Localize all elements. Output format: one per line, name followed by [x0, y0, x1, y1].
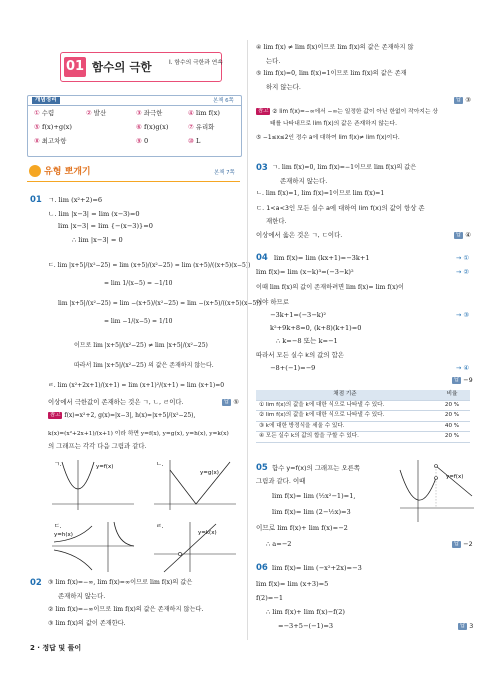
solution-line: 존재하지 않는다.	[58, 592, 106, 600]
solution-line: ∴ a=−2	[266, 540, 292, 548]
concept-item: ① 수렴	[34, 109, 55, 117]
solution-line: 이상에서 옳은 것은 ㄱ, ㄷ이다.	[256, 231, 343, 239]
solution-line: ② lim f(x)=−∞이므로 lim f(x)의 값은 존재하지 않는다.	[48, 606, 204, 613]
chapter-header	[60, 52, 222, 82]
solution-line: ㄱ. lim f(x)=0, lim f(x)=−1이므로 lim f(x)의 값은	[272, 164, 417, 171]
graph-d	[48, 518, 138, 574]
graph-curve-label: y=k(x)	[198, 530, 217, 536]
answer: 답 ④	[456, 231, 471, 239]
solution-line: ③ lim f(x)의 값이 존재한다.	[48, 620, 126, 627]
solution-line: 따라서 lim |x+5|/(x²−25) 의 값은 존재하지 않는다.	[74, 362, 214, 369]
problem-number: 06	[256, 563, 268, 573]
problem-number: 01	[30, 195, 42, 205]
solution-line: f(2)=−1	[256, 594, 284, 602]
answer: 답 ③	[456, 96, 471, 104]
solution-line: ㄷ. lim |x+5|/(x²−25) = lim (x+5)/(x²−25) = lim (x+5)/((x+5)(x−5))	[48, 262, 251, 269]
solution-line: ㄹ. lim (x²+2x+1)/(x+1) = lim (x+1)²/(x+1) = lim (x+1)=0	[48, 382, 225, 389]
graph-curve-label: y=g(x)	[200, 470, 219, 476]
problem-number: 04	[256, 253, 268, 263]
solution-line: 는다.	[266, 57, 281, 65]
table-row: ① lim f(x)의 값을 k에 대한 식으로 나타낼 수 있다. 20 %	[256, 400, 470, 411]
concept-page-ref: 본책 6쪽	[213, 98, 234, 104]
problem-number: 05	[256, 463, 268, 473]
note-line: 참고 f(x)=x²+2, g(x)=|x−3|, h(x)=|x+5|/(x²−25),	[50, 412, 196, 419]
solution-line: −8+(−1)=−9	[270, 364, 316, 372]
concept-item: ⑧ 최고차항	[34, 137, 67, 145]
graph-label: ㄴ.	[156, 461, 164, 468]
solution-line: ④ lim f(x) ≠ lim f(x)이므로 lim f(x)의 값은 존재하지 않	[256, 44, 414, 51]
solution-line: ㄴ. lim |x−3| = lim (x−3)=0	[48, 210, 140, 218]
solution-line: 이므로 lim f(x)+ lim f(x)=−2	[256, 524, 348, 532]
step-marker: → ④	[456, 364, 470, 372]
solution-line: −3k+1=(−3−k)²	[270, 311, 326, 319]
solution-line: 존재하지 않는다.	[280, 177, 328, 185]
graph-label: ㄹ.	[156, 523, 164, 530]
answer: 답 −2	[454, 540, 473, 548]
solution-line: = lim 1/(x−5) = −1/10	[104, 280, 173, 287]
step-marker: → ②	[456, 268, 470, 276]
solution-line: = lim −1/(x−5) = 1/10	[104, 318, 173, 325]
concept-item: ② 발산	[86, 109, 107, 117]
concept-item: ④ lim f(x)	[188, 109, 220, 117]
table-header: 채점 기준	[256, 390, 434, 400]
solution-line: 이상에서 극한값이 존재하는 것은 ㄱ, ㄴ, ㄹ이다.	[48, 398, 184, 406]
note-line: k(x)=(x²+2x+1)/(x+1) 이라 하면 y=f(x), y=g(x), y=h(x), y=k(x)	[48, 431, 229, 437]
answer: 답 −9	[454, 376, 473, 384]
graph-n	[150, 456, 240, 512]
solution-line: lim f(x)= lim (kx+1)=−3k+1	[274, 254, 370, 262]
concept-item: ⑩ L	[188, 137, 201, 145]
graph-05	[396, 456, 476, 526]
tip-line: 태를 나타내므로 lim f(x)의 값은 존재하지 않는다.	[270, 121, 397, 127]
solution-line: ∴ k=−8 또는 k=−1	[276, 337, 338, 345]
solution-line: ③ lim f(x)=−∞, lim f(x)=∞이므로 lim f(x)의 값은	[48, 579, 193, 586]
solution-line: lim |x+5|/(x²−25) = lim −(x+5)/(x²−25) = lim −(x+5)/((x+5)(x−5))	[58, 300, 261, 307]
graph-r	[150, 518, 240, 574]
concept-title: 개념정리	[32, 97, 60, 104]
solution-line: lim f(x)= lim (x−k)³=(−3−k)²	[256, 268, 354, 276]
type-section-page-ref: 본책 7쪽	[214, 170, 235, 176]
step-marker: → ①	[456, 254, 470, 262]
solution-line: ∴ lim f(x)+ lim f(x)−f(2)	[266, 608, 345, 616]
answer: 답 3	[460, 622, 474, 630]
solution-line: 그림과 같다. 이때	[256, 477, 306, 485]
unit-label: Ⅰ. 함수의 극한과 연속	[169, 60, 223, 66]
concept-item: ③ 좌극한	[136, 109, 163, 117]
chapter-badge: 01	[64, 57, 86, 77]
answer: 답 ⑤	[224, 398, 239, 406]
page-footer: 2 · 정답 및 풀이	[30, 644, 82, 652]
solution-line: 어야 하므로	[256, 298, 289, 306]
type-section-title: 유형 뽀개기	[44, 167, 91, 177]
solution-line: ㄱ. lim (x²+2)=6	[48, 196, 103, 204]
solution-line: ⑤ lim f(x)=0, lim f(x)=1이므로 lim f(x)의 값은 존재	[256, 70, 407, 77]
type-section-header	[27, 165, 240, 182]
graph-label: ㄷ.	[54, 523, 62, 530]
solution-line: 이때 lim f(x)의 값이 존재하려면 lim f(x)= lim f(x)이	[256, 284, 404, 291]
concept-item: ⑨ 0	[136, 137, 149, 145]
solution-line: lim f(x)= lim (½x²−1)=1,	[272, 492, 356, 500]
graph-curve-label: y=f(x)	[96, 464, 114, 470]
table-row: ③ k에 대한 방정식을 세울 수 있다. 40 %	[256, 421, 470, 432]
solution-line: lim f(x)= lim (−x²+2x)=−3	[272, 564, 362, 572]
graph-curve-label: y=h(x)	[54, 532, 73, 538]
tip-line: ⑤ −1≤x≤2인 정수 a에 대하여 lim f(x)≠ lim f(x)이다.	[256, 135, 400, 141]
chapter-title: 함수의 극한	[92, 60, 152, 74]
graph-curve-label: y=f(x)	[446, 474, 464, 480]
solution-line: =−3+5−(−1)=3	[278, 622, 334, 630]
concept-item: ⑤ f(x)+g(x)	[34, 123, 72, 131]
tip-line: 참고 ② lim f(x)=−∞에서 −∞는 일정한 값이 아닌 한없이 작아지는 상	[258, 108, 438, 115]
concept-item: ⑥ f(x)g(x)	[136, 123, 169, 131]
step-marker: → ③	[456, 311, 470, 319]
solution-line: ∴ lim |x−3| = 0	[72, 236, 123, 244]
table-row: ② lim f(x)의 값을 k에 대한 식으로 나타낼 수 있다. 20 %	[256, 411, 470, 422]
solution-line: ㄷ. 1<a<3인 모든 실수 a에 대하여 lim f(x)의 값이 항상 존	[256, 204, 425, 212]
graph-label: ㄱ.	[54, 461, 62, 468]
solution-line: 재한다.	[266, 217, 287, 225]
type-section-icon	[29, 165, 41, 177]
column-divider	[247, 40, 248, 640]
concept-item: ⑦ 유리화	[188, 123, 215, 131]
scoring-table	[256, 390, 470, 443]
problem-number: 03	[256, 163, 268, 173]
note-line: 의 그래프는 각각 다음 그림과 같다.	[48, 442, 147, 450]
solution-line: 함수 y=f(x)의 그래프는 오른쪽	[272, 464, 360, 472]
solution-line: k²+9k+8=0, (k+8)(k+1)=0	[270, 324, 362, 332]
solution-line: 이므로 lim |x+5|/(x²−25) ≠ lim |x+5|/(x²−25)	[74, 342, 208, 349]
solution-line: lim f(x)= lim (x+3)=5	[256, 580, 329, 588]
graph-g	[48, 456, 138, 512]
table-row: ④ 모든 실수 k의 값의 합을 구할 수 있다. 20 %	[256, 432, 470, 443]
solution-line: lim |x−3| = lim {−(x−3)}=0	[58, 222, 153, 230]
solution-line: 따라서 모든 실수 k의 값의 합은	[256, 351, 344, 359]
problem-number: 02	[30, 578, 42, 588]
solution-line: lim f(x)= lim (2−½x)=3	[272, 508, 351, 516]
concept-box	[27, 95, 242, 157]
table-header: 비율	[434, 390, 470, 400]
solution-line: ㄴ. lim f(x)=1, lim f(x)=1이므로 lim f(x)=1	[256, 190, 385, 197]
solution-line: 하지 않는다.	[266, 83, 301, 91]
